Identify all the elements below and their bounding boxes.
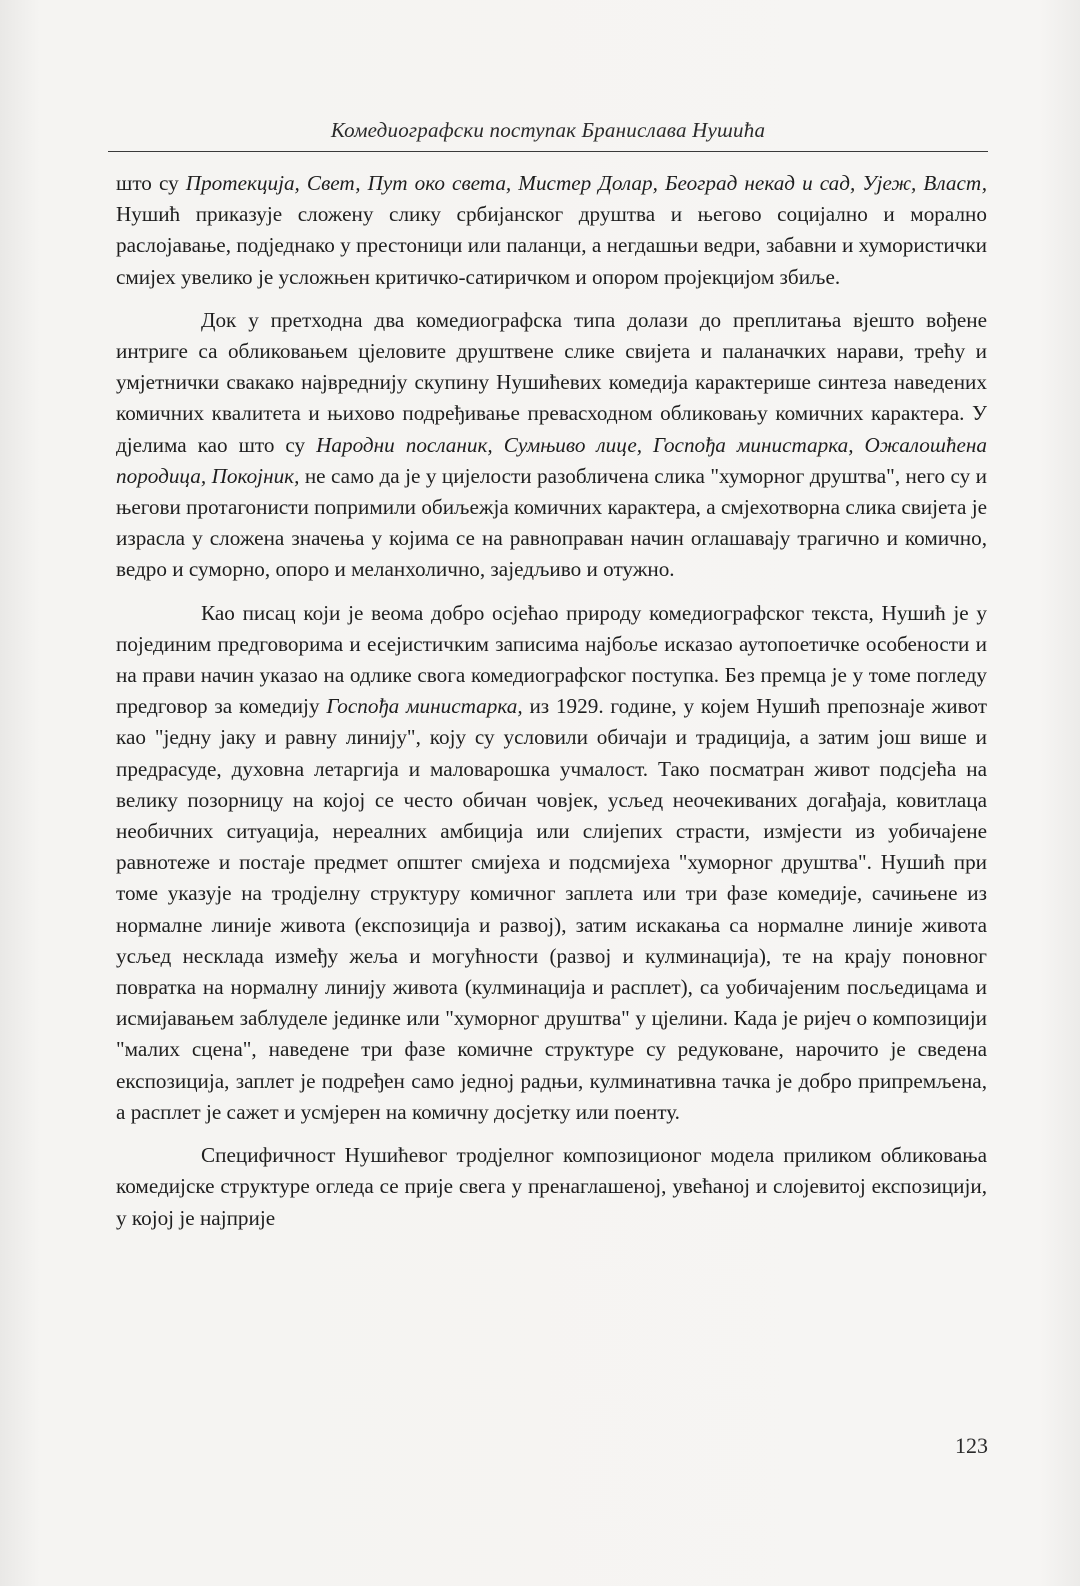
text-run: Специфичност Нушићевог тродјелног композиционог модела приликом обликовања комедијске структуре огледа се прије свега у пренаглашеној, увећаној и слојевитој експозицији, у којој је најприје: [116, 1143, 987, 1230]
paragraph-1: [116, 168, 987, 293]
page-number: 123: [955, 1433, 988, 1458]
italic-text-run: Госпођа министарка,: [326, 694, 523, 719]
text-run: што су: [116, 171, 186, 195]
italic-text-run: Народни посланик, Сумњиво лице, Госпођа министарка, Ожалошћена породица, Покојник,: [116, 432, 987, 488]
text-run: не само да је у цијелости разобличена слика "хуморног друштва", него су и његови протагонисти попримили обиљежја комичних карактера, а смјехотворна слика свијета је израсла у сложена значења у којима се на равноправан начин оглашавају трагично и комично, ведро и суморно, опоро и меланхолично, заједљиво и отужно.: [116, 463, 987, 582]
text-run: Нушић приказује сложену слику србијанског друштва и његово социјално и морално раслојавање, подједнако у престоници или паланци, а негдашњи ведри, забавни и хумористички смијех увелико је усложњен критичко-сатиричком и опором пројекцијом збиље.: [116, 202, 987, 289]
text-run: из 1929. године, у којем Нушић препознаје живот као "једну јаку и равну линију", коју су условили обичаји и традиција, а затим још више и предрасуде, духовна летаргија и маловарошка учмалост. Тако посматран живот подсјећа на велику позорницу на којој се често обичан човјек, усљед неочекиваних догађаја, ковитлаца необичних ситуација, нереалних амбиција или слијепих страсти, измјести из уобичајене равнотеже и постаје предмет општег смијеха и подсмијеха "хуморног друштва". Нушић при томе указује на тродјелну структуру комичног заплета или три фазе комедије, сачињене из нормалне линије живота (експозиција и развој), затим искакања са нормалне линије живота усљед несклада између жеља и могућности (развој и кулминација), те на крају поновног повратка на нормалну линију живота (кулминација и расплет), са уобичајеним посљедицама и исмијавањем заблуделе јединке или "хуморног друштва" у цјелини. Када је ријеч о композицији "малих сцена", наведене три фазе комичне структуре су редуковане, нарочито је сведена експозиција, заплет је подређен само једној радњи, кулминативна тачка је добро припремљена, а расплет је сажет и усмјерен на комичну досјетку или поенту.: [116, 694, 987, 1124]
paragraph-3: [116, 598, 987, 1128]
text-run: Док у претходна два комедиографска типа долази до преплитања вјешто вођене интриге са обликовањем цјеловите друштвене слике свијета и паланачких нарави, трећу и умјетнички свакако највреднију скупину Нушићевих комедија карактерише синтеза наведених комичних квалитета и њихово подређивање превасходном обликовању комичних карактера. У дјелима као што су: [116, 307, 987, 457]
body-text: [116, 168, 987, 1246]
paragraph-4: [116, 1140, 987, 1234]
text-run: Као писац који је веома добро осјећао природу комедиографског текста, Нушић је у појединим предговорима и есејистичким записима најбоље исказао аутопоетичке особености и на прави начин указао на одлике свога комедиографског поступка. Без премца је у томе погледу предговор за комедију: [116, 600, 987, 719]
italic-text-run: Протекција, Свет, Пут око света, Мистер Долар, Београд некад и сад, Ујеж, Власт,: [185, 171, 987, 195]
paragraph-2: [116, 305, 987, 586]
running-header: Комедиографски поступак Бранислава Нушића: [330, 118, 766, 142]
header-rule: [108, 151, 988, 152]
